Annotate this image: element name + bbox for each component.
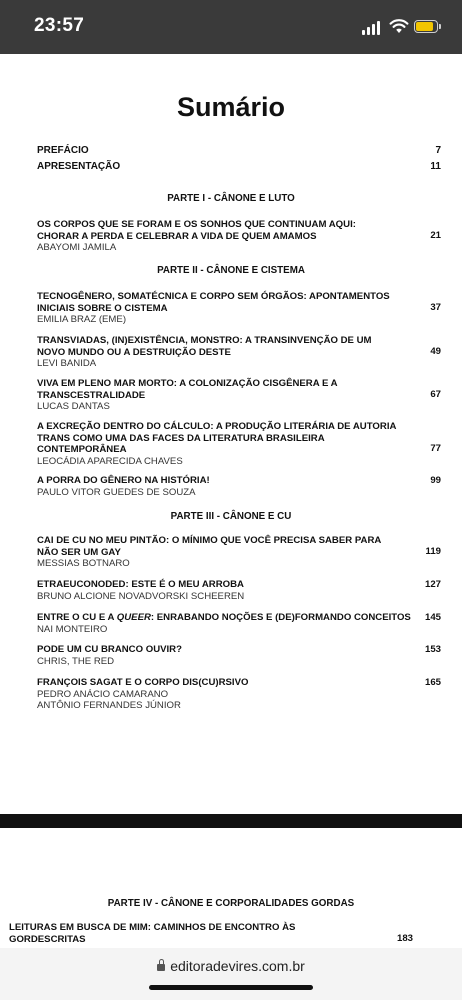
toc-entry-title: OS CORPOS QUE SE FORAM E OS SONHOS QUE CONTINUAM AQUI: CHORAR A PERDA E CELEBRAR A VIDA DE QUEM AMAMOS	[37, 219, 356, 242]
toc-entry[interactable]	[37, 612, 441, 635]
toc-entry-title: CAI DE CU NO MEU PINTÃO: O MÍNIMO QUE VOCÊ PRECISA SABER PARA NÃO SER UM GAY	[37, 535, 381, 558]
toc-entry-title: LEITURAS EM BUSCA DE MIM: CAMINHOS DE ENCONTRO ÀS GORDESCRITAS	[9, 922, 296, 945]
document-page	[0, 54, 462, 814]
toc-entry-page: 77	[430, 443, 441, 454]
signal-icon	[362, 21, 384, 35]
toc-entry[interactable]	[37, 535, 441, 570]
toc-entry[interactable]	[37, 421, 441, 467]
toc-entry-page: 21	[430, 230, 441, 241]
toc-entry[interactable]	[37, 644, 441, 667]
toc-entry-page: 37	[430, 302, 441, 313]
toc-entry-author-2: ANTÔNIO FERNANDES JÚNIOR	[37, 700, 181, 711]
toc-entry-title-post: : ENRABANDO NOÇÕES E (DE)FORMANDO CONCEITOS	[150, 612, 411, 623]
part-heading: PARTE IV - CÂNONE E CORPORALIDADES GORDAS	[107, 898, 355, 909]
document-page-2	[0, 828, 462, 948]
toc-entry-title: PODE UM CU BRANCO OUVIR?	[37, 644, 182, 655]
toc-entry[interactable]	[37, 677, 441, 712]
toc-entry[interactable]	[37, 579, 441, 602]
toc-entry-author: PEDRO ANÁCIO CAMARANO	[37, 688, 169, 700]
toc-entry-title: ETRAEUCONODED: ESTE É O MEU ARROBA	[37, 579, 244, 590]
toc-entry-title: PREFÁCIO	[37, 145, 89, 156]
toc-entry-page: 183	[396, 933, 413, 944]
toc-entry-title: A PORRA DO GÊNERO NA HISTÓRIA!	[37, 475, 210, 486]
toc-entry-author: BRUNO ALCIONE NOVADVORSKI SCHEEREN	[37, 590, 245, 602]
toc-entry-apresentacao[interactable]	[37, 161, 441, 172]
toc-entry-author: LEOCÁDIA APARECIDA CHAVES	[37, 455, 183, 467]
url-text: editoradevires.com.br	[170, 958, 305, 974]
toc-entry-prefacio[interactable]	[37, 145, 441, 156]
toc-entry-page: 11	[430, 161, 441, 172]
toc-entry-page: 165	[424, 677, 441, 688]
lock-icon	[157, 964, 165, 971]
page-title: Sumário	[176, 92, 286, 122]
toc-entry-author: LEVI BANIDA	[37, 358, 97, 369]
toc-entry[interactable]	[37, 219, 441, 254]
toc-entry[interactable]	[37, 335, 441, 370]
toc-entry-author: NAI MONTEIRO	[37, 623, 108, 635]
toc-entry-page: 67	[430, 389, 441, 400]
browser-url-bar[interactable]	[0, 948, 462, 1000]
toc-entry-title: TRANSVIADAS, (IN)EXISTÊNCIA, MONSTRO: A TRANSINVENÇÃO DE UM NOVO MUNDO OU A DESTRUIÇÃO DESTE	[37, 335, 372, 358]
toc-entry[interactable]	[37, 475, 441, 498]
toc-entry-page: 119	[425, 546, 441, 557]
toc-entry-author: PAULO VITOR GUEDES DE SOUZA	[37, 486, 196, 498]
toc-entry-author: MESSIAS BOTNARO	[37, 558, 130, 569]
wifi-icon	[389, 18, 409, 34]
battery-icon	[414, 20, 438, 33]
part-heading: PARTE I - CÂNONE E LUTO	[167, 193, 295, 204]
part-heading: PARTE II - CÂNONE E CISTEMA	[157, 265, 305, 276]
toc-entry[interactable]	[37, 291, 441, 326]
toc-entry-title-em: QUEER	[116, 612, 151, 623]
toc-entry-title: APRESENTAÇÃO	[37, 161, 121, 172]
toc-entry[interactable]	[9, 922, 413, 945]
status-time: 23:57	[34, 15, 85, 36]
toc-entry-author: ABAYOMI JAMILA	[37, 242, 117, 253]
part-heading: PARTE III - CÂNONE E CU	[170, 511, 292, 522]
toc-entry-title: FRANÇOIS SAGAT E O CORPO DIS(CU)RSIVO	[37, 677, 249, 688]
toc-entry-author: CHRIS, THE RED	[37, 655, 115, 667]
toc-entry-page: 49	[430, 346, 441, 357]
toc-entry-page: 127	[424, 579, 441, 590]
toc-entry-author: EMILIA BRAZ (EME)	[37, 314, 127, 325]
toc-entry-title: TECNOGÊNERO, SOMATÉCNICA E CORPO SEM ÓRGÃOS: APONTAMENTOS INICIAIS SOBRE O CISTEMA	[37, 291, 390, 314]
toc-entry-author: LUCAS DANTAS	[37, 401, 110, 412]
url-display[interactable]	[0, 958, 462, 974]
home-indicator[interactable]	[149, 985, 313, 990]
toc-entry-page: 145	[424, 612, 441, 623]
toc-entry-title: A EXCREÇÃO DENTRO DO CÁLCULO: A PRODUÇÃO LITERÁRIA DE AUTORIA TRANS COMO UMA DAS FACES DA LITERATURA BRASILEIRA CONTEMPORÂNEA	[37, 421, 397, 455]
toc-entry-title	[37, 612, 422, 624]
toc-entry-page: 99	[430, 475, 441, 486]
toc-entry-page: 153	[424, 644, 441, 655]
status-bar	[0, 0, 462, 54]
toc-entry-title: VIVA EM PLENO MAR MORTO: A COLONIZAÇÃO CISGÊNERA E A TRANSCESTRALIDADE	[37, 378, 338, 401]
toc-entry-title-pre: ENTRE O CU E A	[37, 612, 117, 623]
page-separator	[0, 814, 462, 828]
toc-entry[interactable]	[37, 378, 441, 413]
toc-entry-page: 7	[435, 145, 441, 156]
